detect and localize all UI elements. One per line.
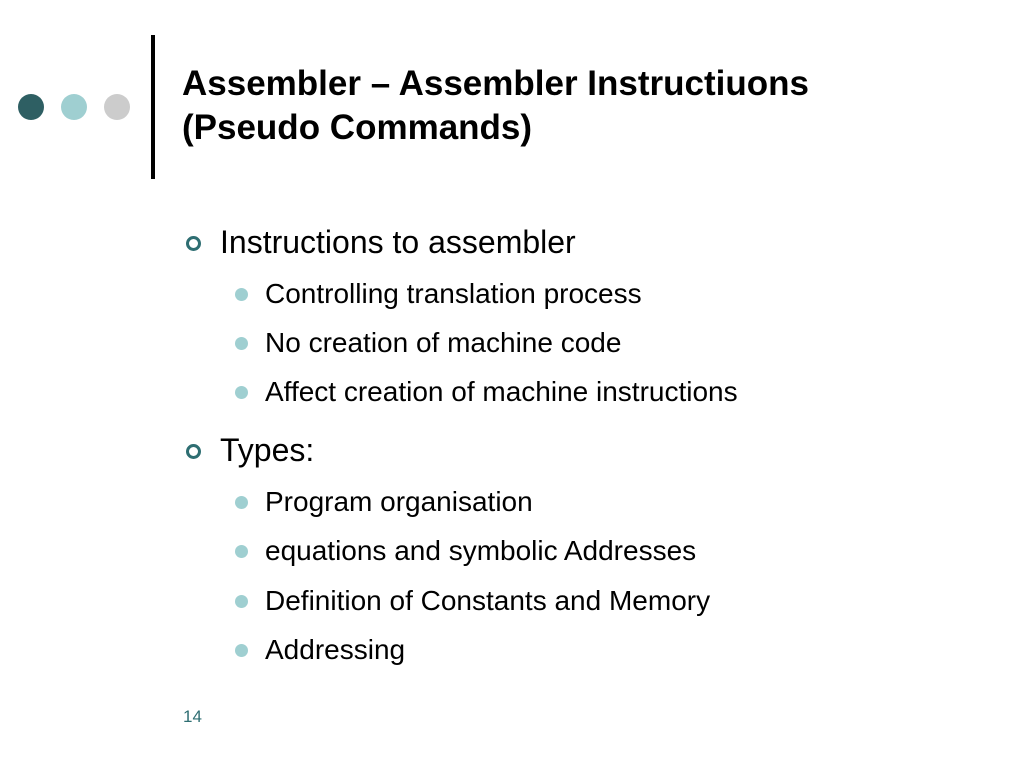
list-item: equations and symbolic Addresses (265, 535, 697, 566)
level2-bullet-icon (235, 386, 248, 399)
level2-bullet-icon (235, 288, 248, 301)
section-heading-types: Types: (220, 432, 315, 468)
list-item: Definition of Constants and Memory (265, 585, 711, 616)
list-item: Program organisation (265, 486, 533, 517)
list-item: Controlling translation process (265, 278, 642, 309)
level1-bullet-icon (186, 444, 201, 459)
level2-bullet-icon (235, 545, 248, 558)
level1-bullet-icon (186, 236, 201, 251)
page-number: 14 (183, 707, 202, 726)
slide-title-line-2: (Pseudo Commands) (182, 108, 533, 147)
section-heading-instructions: Instructions to assembler (220, 224, 576, 260)
list-item: Affect creation of machine instructions (265, 376, 738, 407)
slide-title-line-1: Assembler – Assembler Instructiuons (182, 64, 809, 103)
list-item: No creation of machine code (265, 327, 622, 358)
level2-bullet-icon (235, 644, 248, 657)
level2-bullet-icon (235, 496, 248, 509)
list-item: Addressing (265, 634, 406, 665)
level2-bullet-icon (235, 337, 248, 350)
level2-bullet-icon (235, 595, 248, 608)
